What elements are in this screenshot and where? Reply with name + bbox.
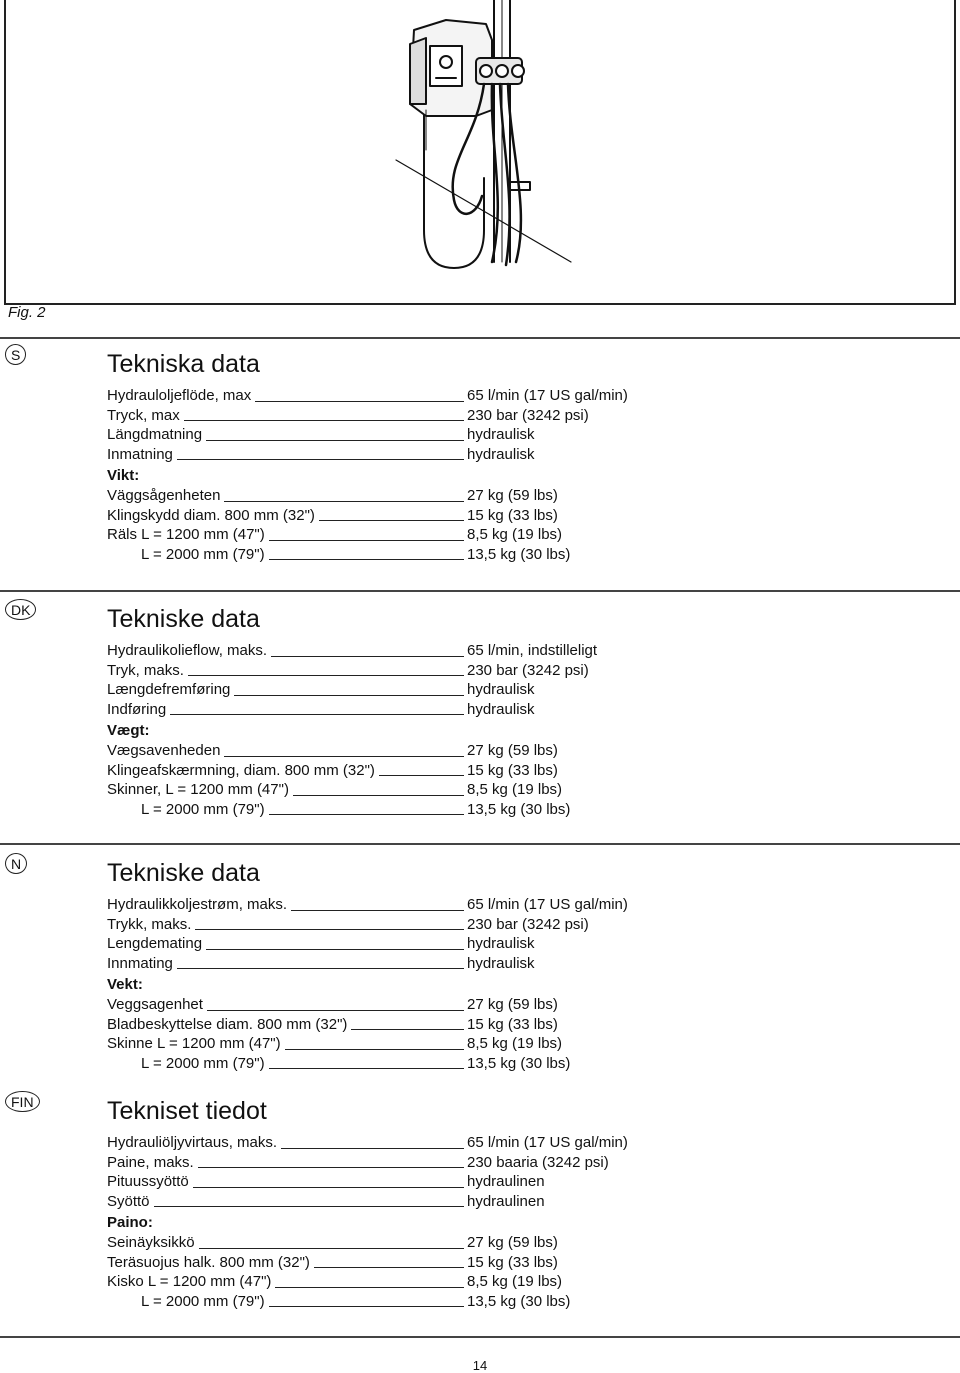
leader-line [269, 539, 464, 541]
leader-line [198, 1166, 464, 1168]
section-title: Tekniska data [107, 350, 260, 378]
leader-line [281, 1147, 464, 1149]
leader-line [275, 1286, 464, 1288]
leader-line [319, 519, 464, 521]
spec-value: 15 kg (33 lbs) [467, 761, 558, 779]
spec-value: 230 bar (3242 psi) [467, 661, 589, 679]
spec-label: Hydraulikkoljestrøm, maks. [107, 896, 288, 913]
spec-value: hydraulisk [467, 445, 535, 463]
leader-line [206, 948, 464, 950]
weight-heading: Vekt: [107, 976, 143, 993]
spec-row [107, 895, 667, 915]
spec-label: Seinäyksikkö [107, 1234, 195, 1251]
spec-value: 65 l/min, indstilleligt [467, 642, 598, 659]
spec-value: 65 l/min (17 US gal/min) [467, 387, 628, 404]
spec-row [107, 741, 667, 761]
spec-row [107, 506, 667, 526]
spec-row [107, 1292, 667, 1312]
spec-row [107, 954, 667, 974]
spec-label: Tryck, max [107, 406, 180, 424]
spec-label: Trykk, maks. [107, 915, 192, 933]
spec-label: L = 2000 mm (79") [141, 545, 265, 563]
spec-row [107, 1192, 667, 1212]
spec-row [107, 386, 667, 406]
spec-label: Klingskydd diam. 800 mm (32") [107, 506, 315, 524]
language-badge: FIN [5, 1091, 40, 1112]
spec-label: Syöttö [107, 1192, 150, 1210]
spec-value: 8,5 kg (19 lbs) [467, 1273, 563, 1290]
leader-line [291, 909, 464, 911]
spec-label: L = 2000 mm (79") [141, 800, 265, 818]
leader-line [269, 1067, 464, 1069]
spec-row [107, 1153, 667, 1173]
spec-row [107, 1233, 667, 1253]
spec-row [107, 1133, 667, 1153]
spec-row [107, 1272, 667, 1292]
spec-row [107, 915, 667, 935]
spec-value: 15 kg (33 lbs) [467, 1253, 558, 1271]
spec-value: 27 kg (59 lbs) [467, 742, 558, 759]
spec-label: Skinne L = 1200 mm (47") [107, 1035, 281, 1052]
spec-label: Räls L = 1200 mm (47") [107, 526, 265, 543]
leader-line [224, 755, 464, 757]
leader-line [379, 774, 464, 776]
spec-row [107, 995, 667, 1015]
spec-row [107, 1253, 667, 1273]
spec-label: Længdefremføring [107, 681, 231, 698]
spec-value: 13,5 kg (30 lbs) [467, 545, 571, 563]
language-badge: N [5, 853, 27, 874]
page-number: 14 [472, 1358, 488, 1373]
spec-label: Pituussyöttö [107, 1173, 189, 1190]
spec-label: Hydraulikolieflow, maks. [107, 642, 268, 659]
spec-label: Veggsagenhet [107, 996, 203, 1013]
spec-row [107, 680, 667, 700]
spec-row [107, 800, 667, 820]
spec-label: Kisko L = 1200 mm (47") [107, 1273, 272, 1290]
spec-row [107, 525, 667, 545]
spec-label: Tryk, maks. [107, 661, 184, 679]
figure-frame [4, 0, 956, 305]
spec-label: L = 2000 mm (79") [141, 1054, 265, 1072]
section-title: Tekniset tiedot [107, 1097, 267, 1125]
section-divider [0, 337, 960, 339]
leader-line [193, 1186, 464, 1188]
section-divider [0, 590, 960, 592]
spec-value: hydraulisk [467, 954, 535, 972]
spec-value: hydraulisk [467, 681, 535, 698]
spec-row [107, 1172, 667, 1192]
spec-value: 230 bar (3242 psi) [467, 915, 589, 933]
spec-label: Längdmatning [107, 426, 203, 443]
spec-label: Innmating [107, 954, 173, 972]
spec-row [107, 1034, 667, 1054]
spec-value: 230 bar (3242 psi) [467, 406, 589, 424]
weight-heading: Vægt: [107, 722, 150, 739]
leader-line [285, 1048, 464, 1050]
spec-value: hydraulinen [467, 1192, 545, 1210]
leader-line [269, 813, 464, 815]
leader-line [269, 1305, 464, 1307]
spec-list [107, 895, 667, 1073]
language-badge: S [5, 344, 26, 365]
section-title: Tekniske data [107, 859, 260, 887]
spec-row [107, 661, 667, 681]
leader-line [269, 558, 464, 560]
spec-value: 8,5 kg (19 lbs) [467, 1035, 563, 1052]
spec-row [107, 700, 667, 720]
leader-line [293, 794, 464, 796]
spec-value: hydraulisk [467, 700, 535, 718]
spec-value: 13,5 kg (30 lbs) [467, 1054, 571, 1072]
spec-value: 27 kg (59 lbs) [467, 487, 558, 504]
spec-row [107, 486, 667, 506]
spec-label: Bladbeskyttelse diam. 800 mm (32") [107, 1015, 348, 1033]
spec-row [107, 545, 667, 565]
leader-line [199, 1247, 464, 1249]
language-badge: DK [5, 599, 36, 620]
leader-line [224, 500, 464, 502]
leader-line [207, 1009, 464, 1011]
leader-line [314, 1266, 464, 1268]
leader-line [271, 655, 464, 657]
spec-list [107, 386, 667, 564]
spec-label: L = 2000 mm (79") [141, 1292, 265, 1310]
figure-caption: Fig. 2 [8, 304, 46, 321]
spec-value: hydraulisk [467, 426, 535, 443]
spec-value: 13,5 kg (30 lbs) [467, 800, 571, 818]
leader-line [177, 458, 464, 460]
leader-line [170, 713, 464, 715]
section-divider [0, 843, 960, 845]
spec-label: Väggsågenheten [107, 487, 221, 504]
spec-label: Teräsuojus halk. 800 mm (32") [107, 1253, 310, 1271]
leader-line [195, 928, 464, 930]
spec-row [107, 780, 667, 800]
leader-line [255, 400, 464, 402]
spec-label: Skinner, L = 1200 mm (47") [107, 781, 289, 798]
spec-label: Hydrauloljeflöde, max [107, 387, 252, 404]
wall-saw-illustration [6, 0, 954, 303]
weight-heading: Vikt: [107, 467, 140, 484]
spec-row [107, 1054, 667, 1074]
leader-line [351, 1028, 464, 1030]
spec-value: hydraulinen [467, 1173, 545, 1190]
spec-row [107, 406, 667, 426]
leader-line [234, 694, 464, 696]
spec-row [107, 761, 667, 781]
spec-label: Paine, maks. [107, 1153, 194, 1171]
leader-line [154, 1205, 464, 1207]
spec-list [107, 1133, 667, 1311]
spec-row [107, 934, 667, 954]
spec-value: 65 l/min (17 US gal/min) [467, 896, 628, 913]
spec-value: 65 l/min (17 US gal/min) [467, 1134, 628, 1151]
spec-row [107, 445, 667, 465]
spec-list [107, 641, 667, 819]
spec-label: Indføring [107, 700, 167, 718]
spec-label: Lengdemating [107, 935, 203, 952]
spec-label: Inmatning [107, 445, 173, 463]
spec-value: hydraulisk [467, 935, 535, 952]
spec-value: 27 kg (59 lbs) [467, 1234, 558, 1251]
spec-row [107, 1015, 667, 1035]
section-divider [0, 1336, 960, 1338]
spec-value: 8,5 kg (19 lbs) [467, 781, 563, 798]
spec-value: 230 baaria (3242 psi) [467, 1153, 609, 1171]
spec-label: Klingeafskærmning, diam. 800 mm (32") [107, 761, 375, 779]
spec-value: 15 kg (33 lbs) [467, 1015, 558, 1033]
spec-label: Vægsavenheden [107, 742, 221, 759]
leader-line [184, 419, 464, 421]
leader-line [206, 439, 464, 441]
leader-line [177, 967, 464, 969]
spec-value: 15 kg (33 lbs) [467, 506, 558, 524]
spec-value: 27 kg (59 lbs) [467, 996, 558, 1013]
spec-label: Hydrauliöljyvirtaus, maks. [107, 1134, 278, 1151]
weight-heading: Paino: [107, 1214, 153, 1231]
spec-value: 13,5 kg (30 lbs) [467, 1292, 571, 1310]
spec-row [107, 641, 667, 661]
section-title: Tekniske data [107, 605, 260, 633]
spec-row [107, 425, 667, 445]
spec-value: 8,5 kg (19 lbs) [467, 526, 563, 543]
leader-line [188, 674, 464, 676]
